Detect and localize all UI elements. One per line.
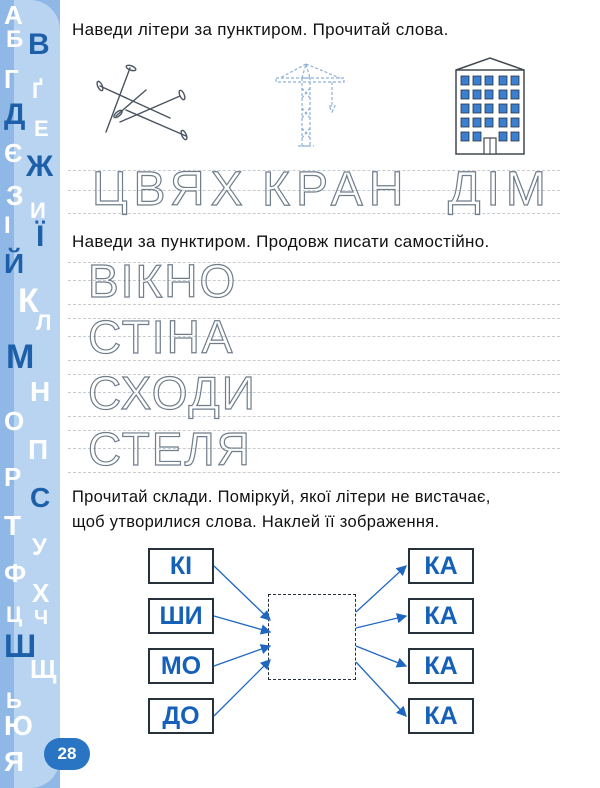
alphabet-letter: У: [32, 534, 47, 561]
alphabet-letter: Щ: [30, 654, 57, 684]
alphabet-letter: Л: [36, 310, 52, 335]
alphabet-letter: Ї: [36, 220, 45, 253]
alphabet-letter: А: [4, 0, 23, 30]
task1-instruction: Наведи літери за пунктиром. Прочитай слова.: [72, 20, 449, 39]
left-syllable: МО: [148, 648, 214, 684]
arrow-right-4: [356, 662, 406, 716]
arrow-left-1: [214, 566, 270, 620]
alphabet-letter: Б: [6, 26, 24, 53]
arrow-left-3: [214, 646, 270, 666]
arrow-right-2: [356, 616, 406, 628]
alphabet-letter: Ь: [6, 688, 22, 713]
right-syllable: КА: [408, 698, 474, 734]
trace-word: ЦВЯХ: [92, 163, 249, 216]
alphabet-letter: І: [4, 212, 11, 239]
alphabet-letter: Ф: [4, 558, 27, 588]
task2-instruction: Наведи за пунктиром. Продовж писати самостійно.: [72, 232, 490, 251]
alphabet-letter: В: [28, 28, 50, 61]
alphabet-letter: Ж: [26, 150, 54, 183]
alphabet-letter: Х: [32, 578, 50, 608]
page-number: 28: [44, 738, 90, 770]
left-syllable: ДО: [148, 698, 214, 734]
right-syllable: КА: [408, 548, 474, 584]
trace-word: СТЕЛЯ: [88, 423, 252, 475]
alphabet-letter: П: [28, 434, 49, 465]
alphabet-letter: М: [6, 338, 35, 376]
trace-word: СХОДИ: [88, 367, 257, 419]
alphabet-letter: Г: [4, 64, 19, 94]
arrow-left-2: [214, 616, 270, 632]
alphabet-letter: Ц: [6, 602, 23, 627]
alphabet-letter: Р: [4, 462, 22, 492]
alphabet-letter: Ґ: [32, 78, 43, 103]
arrow-right-3: [356, 646, 406, 666]
alphabet-letter: Д: [4, 98, 26, 131]
task3-instruction-line1: Прочитай склади. Поміркуй, якої літери не вистачає,: [72, 488, 491, 506]
alphabet-letter: З: [6, 180, 24, 211]
alphabet-letter: С: [30, 482, 51, 513]
alphabet-letter: Є: [4, 138, 23, 168]
alphabet-letter: О: [4, 406, 25, 436]
left-syllable: ШИ: [148, 598, 214, 634]
trace-word: ДІМ: [448, 163, 552, 216]
alphabet-letter: Ш: [4, 628, 37, 664]
arrow-right-1: [356, 566, 406, 612]
left-syllable: КІ: [148, 548, 214, 584]
trace-word: ВІКНО: [88, 255, 238, 307]
right-syllable: КА: [408, 648, 474, 684]
alphabet-letter: Е: [34, 116, 49, 141]
alphabet-letter: К: [18, 282, 39, 320]
right-syllable: КА: [408, 598, 474, 634]
task3-instruction-line2: щоб утворилися слова. Наклей її зображення.: [72, 513, 440, 531]
alphabet-letter: И: [30, 198, 46, 223]
alphabet-letter: Н: [30, 376, 51, 407]
alphabet-letter: Ю: [4, 710, 33, 741]
trace-word: КРАН: [262, 163, 410, 216]
alphabet-letter: Ч: [34, 607, 49, 629]
alphabet-letter: Я: [4, 746, 25, 777]
trace-word: СТІНА: [88, 311, 235, 363]
alphabet-letter: Т: [4, 510, 22, 541]
alphabet-letter: Й: [4, 248, 25, 279]
arrow-left-4: [214, 660, 270, 716]
